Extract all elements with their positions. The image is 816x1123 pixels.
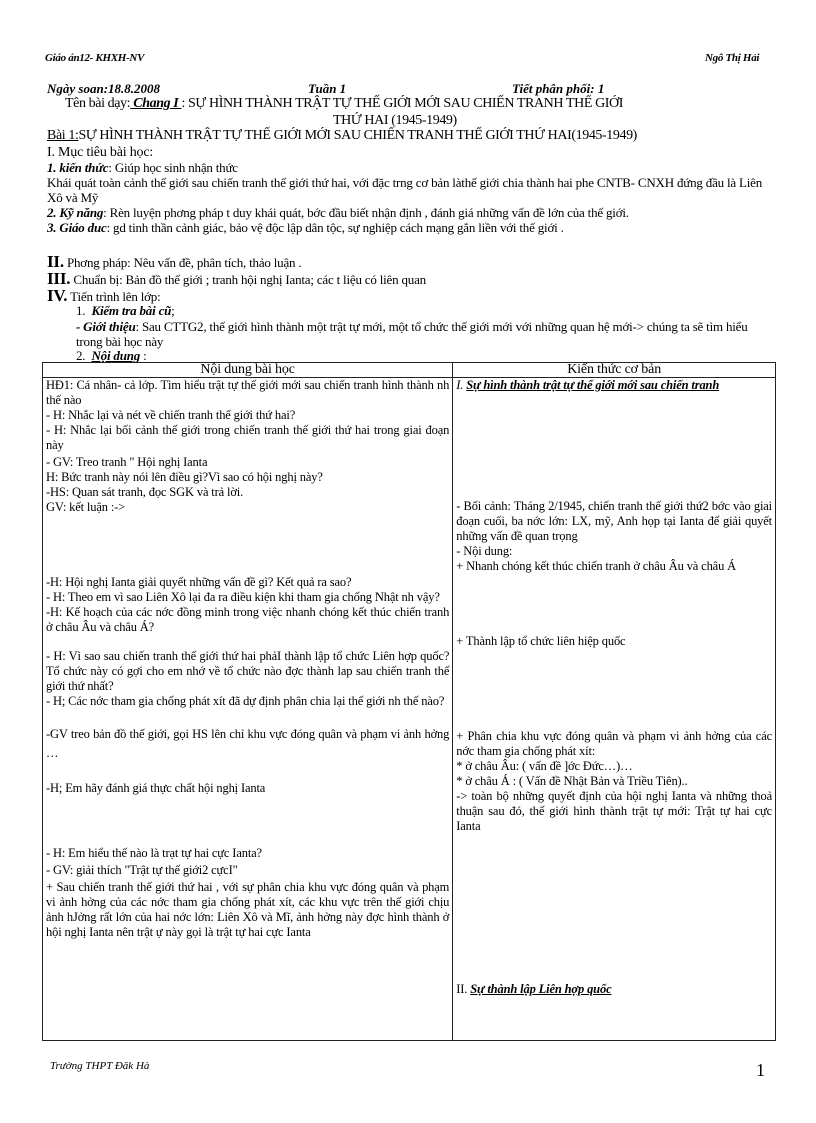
knowledge-item: * ở châu Á : ( Vấn đề Nhật Bản và Triều Tiên).. [456,774,688,788]
footer-school: Trường THPT Đăk Hà [50,1060,150,1072]
preparation-number: III. [47,269,71,288]
knowledge-text: : Giúp học sinh nhận thức [108,160,238,175]
method-line [47,254,301,270]
lesson-activities-cell [43,378,453,1041]
preparation-text: Chuẩn bị: Bản đồ thế giới ; tranh hội nghị Ianta; các t liệu có liên quan [70,272,426,287]
objectives-section [47,145,775,235]
knowledge-item: + Phân chia khu vực đóng quân và phạm vi ảnh hởng của các nớc tham gia chống phát xít: [456,729,772,758]
activity-item: -H; Em hãy đánh giá thực chất hội nghị Ianta [46,781,266,795]
step1-line [76,303,175,318]
activity-item: HĐ1: Cá nhân- cả lớp. Tìm hiểu trật tự thế giới mới sau chiến tranh hình thành nh thế nào [46,378,450,407]
lesson-title-line2: THỨ HAI (1945-1949) [333,113,457,128]
heading-number: I. [456,378,467,392]
knowledge-item: - Nội dung: [456,544,513,558]
knowledge-heading-2 [456,982,772,997]
knowledge-label: 1. kiến thức [47,160,109,175]
prep-date: Ngày soan:18.8.2008 [47,81,161,96]
lesson-number: Bài 1: [47,128,79,143]
knowledge-heading-1 [456,378,772,393]
activity-item: - GV: giải thích "Trật tự thế giới2 cựcI" [46,863,238,877]
activity-item: - H: Vì sao sau chiến tranh thế giới thứ hai phảI thành lập tổ chức Liên hợp quốc? Tổ chức này có gợi cho em nhớ về tổ chức nào đợc thành lap sau chiến tranh thế giới thứ nhất? [46,649,450,693]
step1-tail: ; [171,303,175,318]
lesson-heading-text: SỰ HÌNH THÀNH TRẬT TỰ THẾ GIỚI MỚI SAU CHIẾN TRANH THẾ GIỚI THỨ HAI(1945-1949) [78,128,637,143]
knowledge-item: + Thành lập tổ chức liên hiệp quốc [456,634,626,648]
step2-number: 2. [76,348,86,363]
step2-tail: : [140,348,147,363]
step1-label: Kiểm tra bài cũ [91,303,172,318]
method-number: II. [47,252,64,271]
activity-item: -H: Kế hoạch của các nớc đồng minh trong việc nhanh chóng kết thúc chiến tranh ở châu Âu và châu Á? [46,605,450,634]
step1-number: 1. [76,303,86,318]
lesson-title-line1 [65,96,623,112]
heading-text: Sự thành lập Liên hợp quốc [470,982,612,996]
education-line [47,220,775,235]
activity-item: + Sau chiến tranh thế giới thứ hai , với sự phân chia khu vực đóng quân và phạm vi ảnh hởng của các nớc tham gia chống phát xít, các khu vực trên thế giới chịu ảnh hJởng rất lớn của hai nớc lớn: Liên Xô và Mĩ, ảnh hởng này đợc hình thành ở hội nghị Ianta nên trật ự này gọi là trật tự hai cực Ianta [46,880,450,939]
preparation-line [47,271,426,287]
page-number: 1 [756,1060,765,1080]
intro-label: - Giới thiệu [76,319,136,334]
activity-item: - H: Theo em vì sao Liên Xô lại đa ra điều kiện khi tham gia chống Nhật nh vậy? [46,590,440,604]
step2-line [76,348,147,363]
knowledge-line [47,160,775,175]
heading-text: Sự hình thành trật tự thế giới mới sau chiến tranh [466,378,720,392]
process-number: IV. [47,286,68,305]
education-text: : gd tinh thần cảnh giác, bảo vệ độc lập dân tộc, sự nghiệp cách mạng gắn liền với thế giới . [106,220,564,235]
skills-label: 2. Kỹ năng [47,205,104,220]
activity-item: GV: kết luận :-> [46,500,126,514]
activity-item: - H: Nhắc lại bối cảnh thế giới trong chiến tranh thế giới thứ hai trong giai đoạn này [46,423,450,452]
activity-item: - H: Em hiểu thế nào là trạt tự hai cực Ianta? [46,846,262,860]
activity-item: -HS: Quan sát tranh, đọc SGK và trả lời. [46,485,244,499]
basic-knowledge-cell [453,378,776,1041]
knowledge-item: - Bối cảnh: Tháng 2/1945, chiến tranh thế giới thứ2 bớc vào giai đoạn cuối, ba nớc lớn: LX, mỹ, Anh họp tại Ianta để giải quyết những vấn đề quan trọng [456,499,772,543]
activity-item: -GV treo bản đồ thế giới, gọi HS lên chỉ khu vực đóng quân và phạm vi ảnh hởng … [46,727,450,760]
header-lesson-content: Nội dung bài học [43,363,453,378]
intro-text: : Sau CTTG2, thế giới hình thành một trật tự mới, một tổ chức thế giới mới với những quan hệ mới-> chúng ta sẽ tìm hiểu trong bài học này [76,319,748,349]
table-header-row [43,363,776,378]
week-label: Tuần 1 [308,81,347,96]
objectives-heading: I. Mục tiêu bài học: [47,145,154,160]
education-label: 3. Giáo duc [47,220,107,235]
knowledge-item: * ở châu Âu: ( vấn đề ]ớc Đức…)… [456,759,633,773]
header-author: Ngô Thị Hải [705,52,760,64]
lesson-heading [47,128,637,144]
lesson-content-table [42,362,776,1041]
header-basic-knowledge: Kiến thức cơ bản [453,363,776,378]
heading-number: II. [456,982,471,996]
intro-paragraph [76,319,776,349]
process-text: Tiến trình lên lớp: [67,289,161,304]
table-body-row [43,378,776,1041]
lesson-title-label: Tên bài dạy: [65,96,131,111]
chapter-label: Chang I [130,96,182,111]
skills-text: : Rèn luyện phơng pháp t duy khái quát, bớc đầu biết nhận định , đánh giá những vấn đề lớn của thế giới. [103,205,629,220]
activity-item: - GV: Treo tranh " Hội nghị Ianta [46,455,208,469]
activity-item: H: Bức tranh này nói lên điều gì?Vì sao có hội nghị này? [46,470,323,484]
method-text: Phơng pháp: Nêu vấn đề, phân tích, thảo luận . [63,255,302,270]
knowledge-detail: Khái quát toàn cảnh thế giới sau chiến tranh thế giới thứ hai, với đặc trng cơ bản làthế giới chia thành hai phe CNTB- CNXH đứng đầu là Liên Xô và Mỹ [47,175,763,205]
activity-item: - H: Nhắc lại và nét về chiến tranh thế giới thứ hai? [46,408,296,422]
header-course: Giáo án12- KHXH-NV [45,52,145,64]
knowledge-item: + Nhanh chóng kết thúc chiến tranh ở châu Âu và châu Á [456,559,737,573]
period-label: Tiết phân phối: 1 [512,81,605,96]
process-line [47,288,161,304]
knowledge-item: -> toàn bộ những quyết định của hội nghị Ianta và những thoả thuận sau đó, thế giới hình thành trật tự mới: Trật tự hai cực Ianta [456,789,772,833]
step2-label: Nội dung [91,348,141,363]
activity-item: - H; Các nớc tham gia chống phát xít đã dự định phân chia lại thế giới nh thế nào? [46,694,445,708]
skills-line [47,205,775,220]
lesson-title-text: : SỰ HÌNH THÀNH TRẬT TỰ THẾ GIỚI MỚI SAU CHIẾN TRANH THẾ GIỚI [181,96,624,111]
activity-item: -H: Hội nghị Ianta giải quyết những vấn đề gì? Kết quả ra sao? [46,575,352,589]
